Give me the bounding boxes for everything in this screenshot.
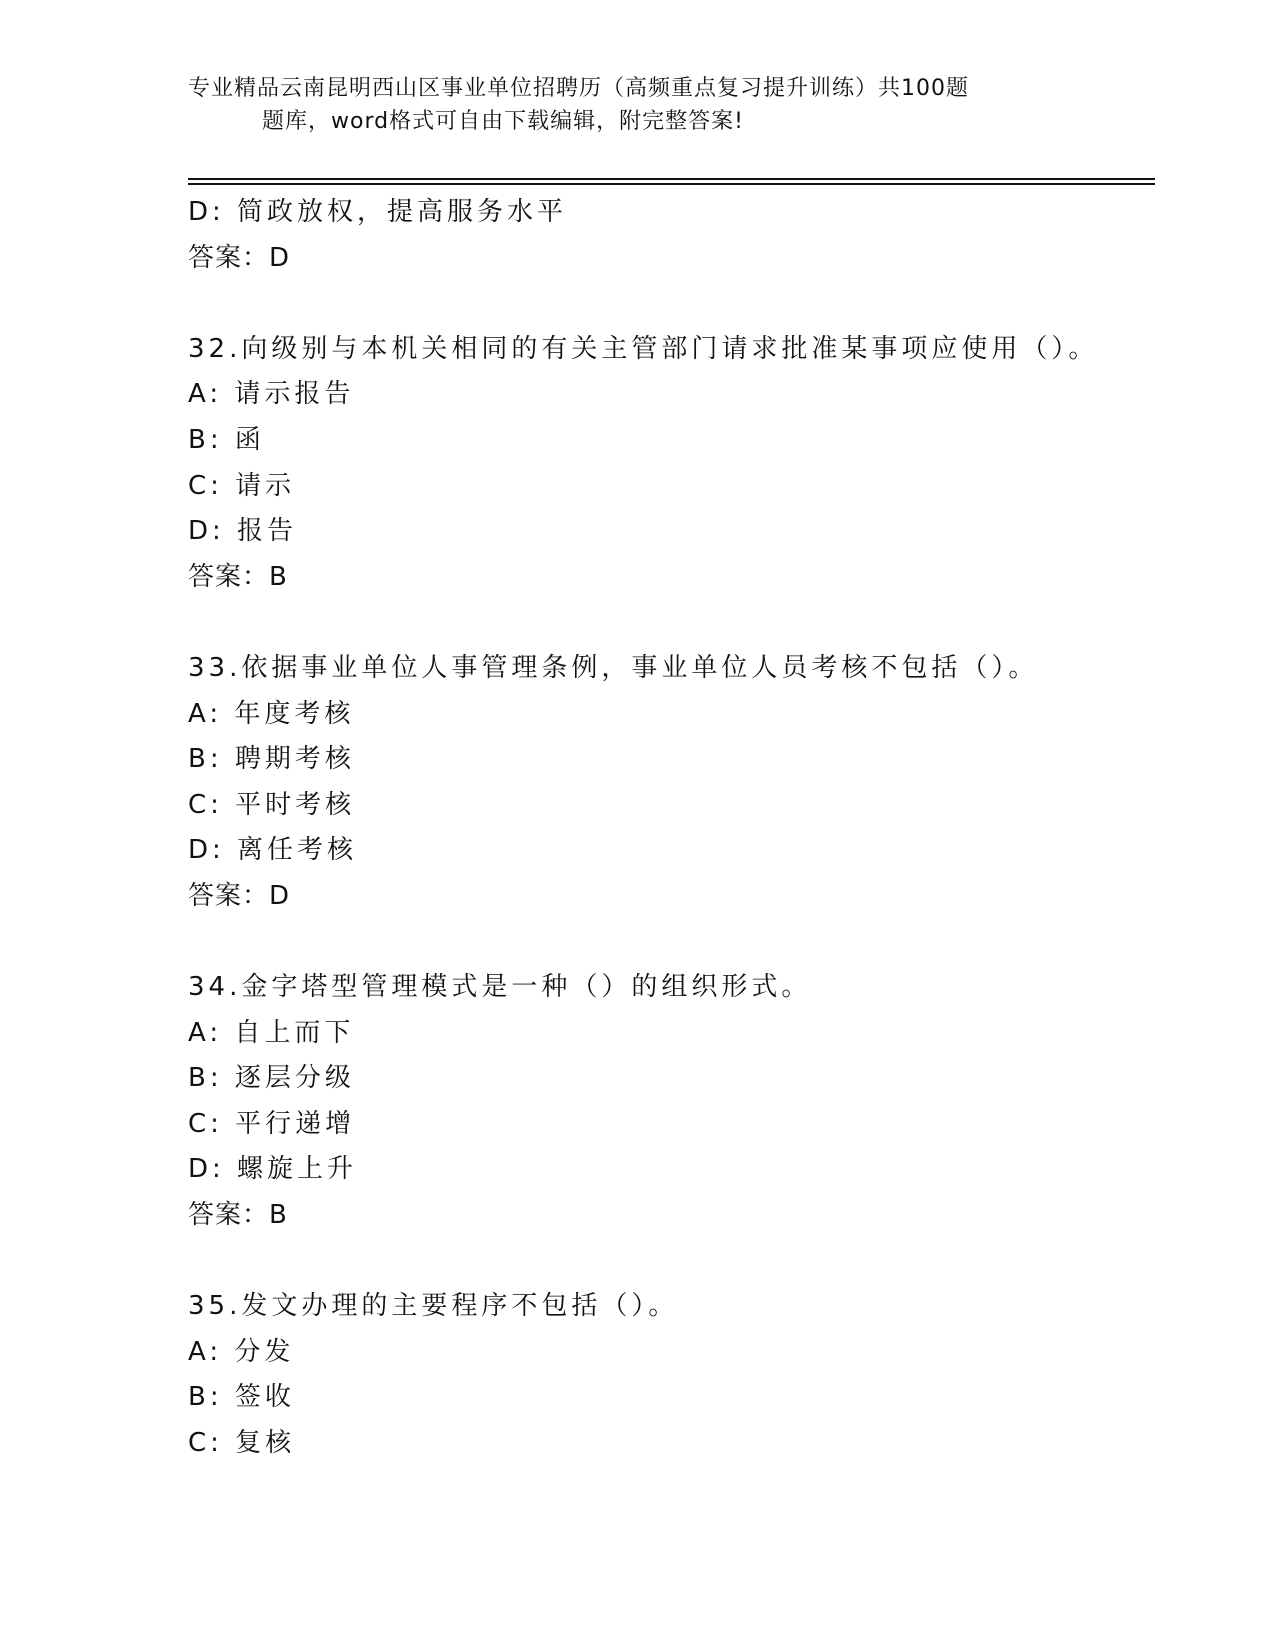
option-b: B: 逐层分级: [188, 1063, 355, 1094]
option-a: A: 自上而下: [188, 1017, 355, 1048]
question-stem: 34.金字塔型管理模式是一种（）的组织形式。: [188, 972, 812, 1003]
option-c: C: 复核: [188, 1428, 296, 1459]
question-stem: 35.发文办理的主要程序不包括（）。: [188, 1291, 679, 1322]
question-stem: 32.向级别与本机关相同的有关主管部门请求批准某事项应使用（）。: [188, 333, 1099, 364]
option-c: C: 请示: [188, 470, 296, 501]
question-stem: 33.依据事业单位人事管理条例，事业单位人员考核不包括（）。: [188, 652, 1039, 683]
option-d: D: 螺旋上升: [188, 1154, 358, 1185]
document-header: [188, 72, 1068, 138]
answer-line: 答案：B: [188, 1200, 288, 1231]
option-c: C: 平行递增: [188, 1108, 356, 1139]
header-title-line-1: 专业精品云南昆明西山区事业单位招聘历（高频重点复习提升训练）共100题: [188, 76, 969, 101]
header-rule-bottom: [188, 183, 1155, 185]
option-d: D: 离任考核: [188, 835, 358, 866]
question-34: [188, 965, 1148, 1239]
option-d: D: 报告: [188, 516, 298, 547]
option-c: C: 平时考核: [188, 789, 356, 820]
header-rule-top: [188, 178, 1155, 180]
option-a: A: 年度考核: [188, 698, 355, 729]
question-32: [188, 327, 1148, 601]
spacer: [188, 920, 1148, 966]
answer-line: 答案：D: [188, 242, 291, 273]
answer-line: 答案：D: [188, 880, 291, 911]
question-33: [188, 646, 1148, 920]
spacer: [188, 600, 1148, 646]
option-b: B: 函: [188, 424, 265, 455]
option-a: A: 请示报告: [188, 379, 355, 410]
document-body: [188, 190, 1148, 1467]
option-d: D: 简政放权，提高服务水平: [188, 197, 568, 227]
spacer: [188, 281, 1148, 327]
answer-line: 答案：B: [188, 561, 288, 592]
header-title-line-2: 题库，word格式可自由下载编辑，附完整答案!: [262, 109, 744, 134]
question-35: [188, 1284, 1148, 1466]
spacer: [188, 1239, 1148, 1285]
option-b: B: 签收: [188, 1382, 295, 1413]
option-b: B: 聘期考核: [188, 744, 355, 775]
option-a: A: 分发: [188, 1336, 295, 1367]
question-31-fragment: [188, 190, 1148, 281]
